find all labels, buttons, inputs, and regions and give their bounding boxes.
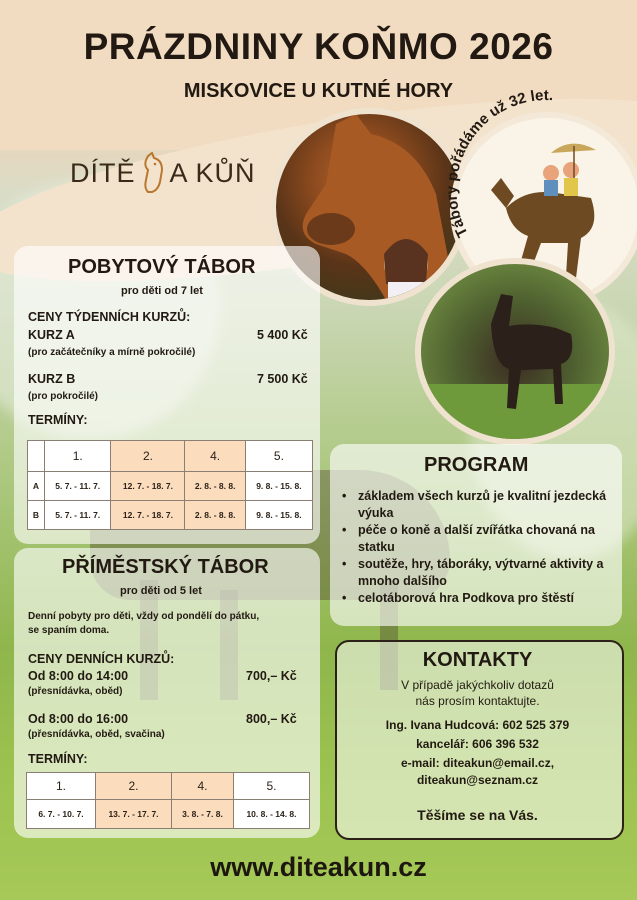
daily-prices-heading: CENY DENNÍCH KURZŮ: [28, 652, 175, 666]
badge-text-path: Tábory pořádáme už 32 let. [443, 86, 554, 240]
day-camp-desc-2: se spaním doma. [28, 625, 110, 636]
row-label: A [28, 472, 45, 501]
list-item: • péče o koně a další zvířátka chovaná na statku [340, 522, 610, 556]
svg-text:Tábory pořádáme už 32 let. [444, 87, 554, 240]
term-cell: 12. 7. - 18. 7. [111, 501, 185, 530]
term-header: 4. [172, 773, 234, 800]
horse-head-logo-icon [140, 152, 166, 194]
program-list [340, 488, 610, 607]
program-title: PROGRAM [424, 454, 529, 476]
term-cell: 5. 7. - 11. 7. [45, 501, 111, 530]
poster-subtitle: MISKOVICE U KUTNÉ HORY [183, 80, 454, 102]
table-row [28, 501, 313, 530]
contact-office-phone[interactable]: kancelář: 606 396 532 [416, 737, 539, 751]
course-b-name: KURZ B [28, 372, 76, 386]
day-terms-table [26, 772, 310, 829]
residential-terms-heading: TERMÍNY: [28, 413, 88, 427]
option-2-note: (přesnídávka, oběd, svačina) [28, 729, 165, 740]
contacts-title: KONTAKTY [422, 649, 533, 671]
table-row [27, 800, 310, 829]
option-2-time: Od 8:00 do 16:00 [28, 712, 129, 726]
term-header: 5. [245, 441, 312, 472]
residential-terms-table [27, 440, 313, 530]
term-cell: 9. 8. - 15. 8. [245, 472, 312, 501]
poster-title: PRÁZDNINY KOŇMO 2026 [83, 26, 554, 67]
row-label: B [28, 501, 45, 530]
day-camp-desc-1: Denní pobyty pro děti, vždy od pondělí do pátku, [28, 611, 260, 622]
table-header-row [28, 441, 313, 472]
day-camp-title: PŘÍMĚSTSKÝ TÁBOR [62, 556, 269, 578]
option-1-price: 700,– Kč [246, 669, 297, 683]
day-terms-heading: TERMÍNY: [28, 752, 88, 766]
term-cell: 13. 7. - 17. 7. [96, 800, 172, 829]
term-cell: 2. 8. - 8. 8. [185, 472, 245, 501]
brand-logo [70, 152, 256, 194]
term-header: 2. [96, 773, 172, 800]
term-cell: 2. 8. - 8. 8. [185, 501, 245, 530]
website-link[interactable]: www.diteakun.cz [210, 852, 427, 882]
logo-right-text: A KŮŇ [169, 157, 256, 188]
list-item: • celotáborová hra Podkova pro štěstí [340, 590, 610, 607]
residential-camp-age: pro děti od 7 let [121, 285, 203, 297]
foal-photo [415, 258, 615, 445]
day-camp-age: pro děti od 5 let [120, 585, 202, 597]
years-badge-text [440, 84, 637, 284]
term-cell: 6. 7. - 10. 7. [27, 800, 96, 829]
contacts-intro-1: V případě jakýchkoliv dotazů [401, 678, 554, 692]
contact-email-1[interactable]: e-mail: diteakun@email.cz, [400, 756, 555, 770]
option-1-time: Od 8:00 do 14:00 [28, 669, 129, 683]
term-header: 5. [233, 773, 309, 800]
option-2-price: 800,– Kč [246, 712, 297, 726]
term-header: 1. [27, 773, 96, 800]
term-header: 2. [111, 441, 185, 472]
term-cell: 12. 7. - 18. 7. [111, 472, 185, 501]
contact-email-2[interactable]: diteakun@seznam.cz [416, 773, 539, 787]
residential-camp-title: POBYTOVÝ TÁBOR [68, 256, 256, 278]
course-b-price: 7 500 Kč [257, 372, 308, 386]
list-item: • soutěže, hry, táboráky, výtvarné aktivity a mnoho dalšího [340, 556, 610, 590]
contacts-closing: Těšíme se na Vás. [417, 807, 538, 823]
option-1-note: (přesnídávka, oběd) [28, 686, 123, 697]
term-cell: 5. 7. - 11. 7. [45, 472, 111, 501]
term-header: 4. [185, 441, 245, 472]
course-b-note: (pro pokročilé) [28, 391, 99, 402]
list-item: • základem všech kurzů je kvalitní jezdecká výuka [340, 488, 610, 522]
term-header: 1. [45, 441, 111, 472]
contacts-intro-2: nás prosím kontaktujte. [415, 694, 540, 708]
weekly-prices-heading: CENY TÝDENNÍCH KURZŮ: [28, 310, 191, 324]
foal-icon [421, 264, 609, 439]
logo-left-text: DÍTĚ [70, 157, 136, 188]
course-a-note: (pro začátečníky a mírně pokročilé) [28, 347, 196, 358]
table-header-row [27, 773, 310, 800]
term-cell: 9. 8. - 15. 8. [245, 501, 312, 530]
term-cell: 10. 8. - 14. 8. [233, 800, 309, 829]
course-a-price: 5 400 Kč [257, 328, 308, 342]
table-row [28, 472, 313, 501]
contact-phone[interactable]: Ing. Ivana Hudcová: 602 525 379 [385, 718, 570, 732]
course-a-name: KURZ A [28, 328, 75, 342]
term-cell: 3. 8. - 7. 8. [172, 800, 234, 829]
